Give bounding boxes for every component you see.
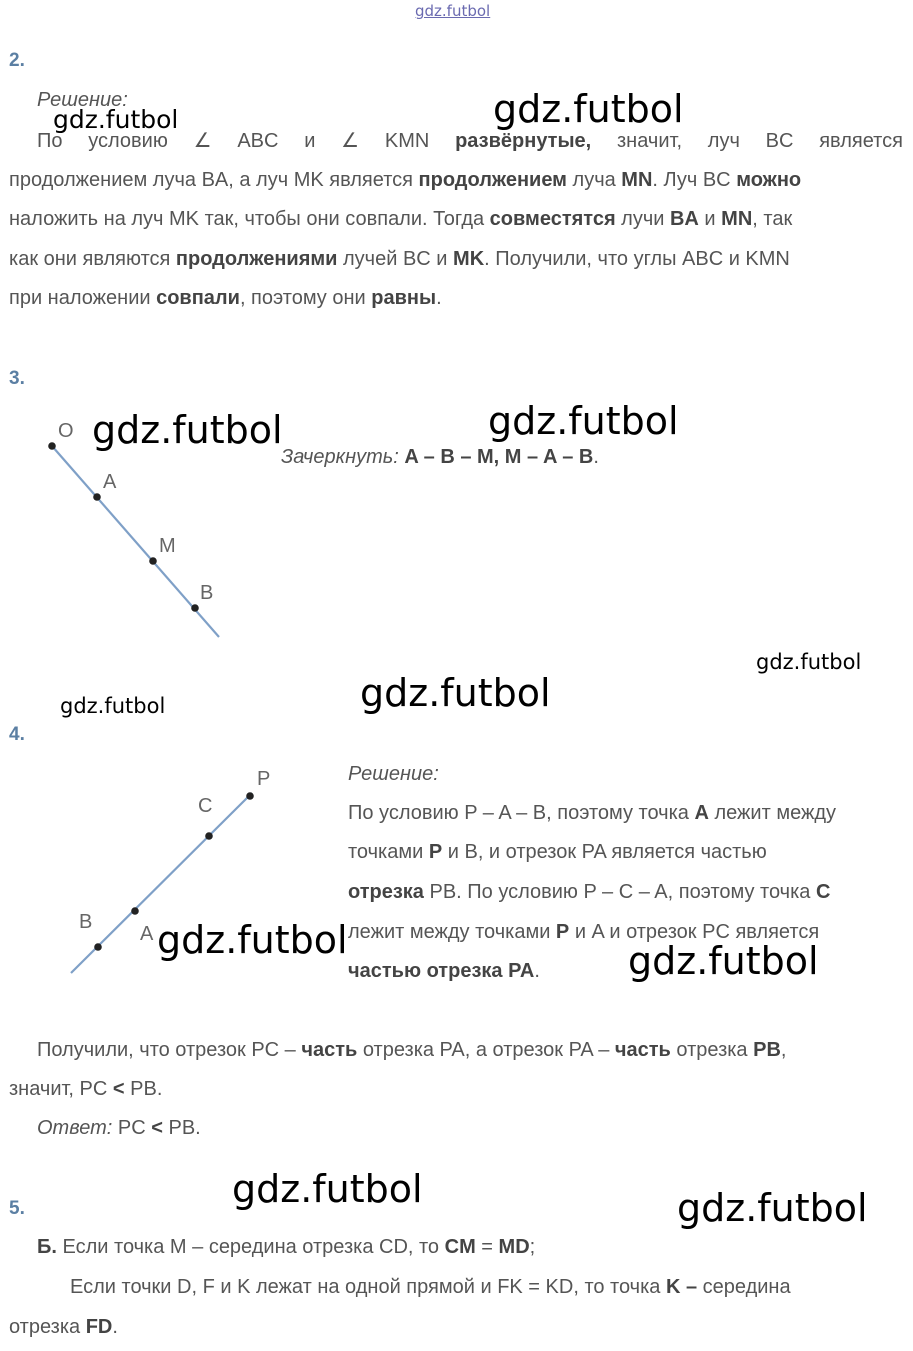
watermark: gdz.futbol — [677, 1186, 868, 1230]
watermark: gdz.futbol — [60, 694, 166, 718]
point-c — [205, 832, 213, 840]
point-b — [191, 604, 199, 612]
label-m: M — [159, 535, 176, 557]
label-a: A — [140, 923, 154, 945]
task-4-line-1: По условию P – A – B, поэтому точка A лежит между — [348, 802, 837, 824]
task-3-answer: Зачеркнуть: A – B – M, M – A – B. — [281, 446, 599, 468]
task-5-line-1: Б. Если точка M – середина отрезка CD, то CM = MD; — [37, 1236, 536, 1258]
label-p: P — [257, 768, 271, 790]
label-a: A — [103, 471, 117, 493]
point-p — [246, 792, 254, 800]
watermark: gdz.futbol — [628, 939, 819, 983]
top-watermark[interactable]: gdz.futbol — [415, 2, 491, 20]
task-4-answer: Ответ: PC < PB. — [37, 1117, 201, 1139]
task-3-number: 3. — [9, 368, 25, 389]
watermark: gdz.futbol — [756, 650, 862, 674]
point-a — [131, 907, 139, 915]
task-4-number: 4. — [9, 724, 25, 745]
task-2-line-2: продолжением луча BA, а луч MK является продолжением луча MN. Луч BC можно — [9, 169, 802, 191]
watermark: gdz.futbol — [360, 671, 551, 715]
point-o — [48, 442, 56, 450]
task-4-line-5: частью отрезка PA. — [348, 960, 540, 982]
task-2-line-3: наложить на луч MK так, чтобы они совпали. Тогда совместятся лучи BA и MN, так — [9, 208, 793, 230]
task-2-number: 2. — [9, 50, 25, 71]
task-4-line-4: лежит между точками P и A и отрезок PC является — [348, 921, 820, 943]
task-5-line-3: отрезка FD. — [9, 1316, 118, 1338]
point-b — [94, 943, 102, 951]
watermark: gdz.futbol — [493, 87, 684, 131]
task-2-line-1: По условию ∠ ABC и ∠ KMN развёрнутые, значит, луч BC является — [37, 130, 903, 152]
task-5-line-2: Если точки D, F и K лежат на одной прямой и FK = KD, то точка K – середина — [70, 1276, 791, 1298]
label-c: C — [198, 795, 213, 817]
task-2-line-5: при наложении совпали, поэтому они равны. — [9, 287, 442, 309]
task-4-conclusion-2: значит, PC < PB. — [9, 1078, 163, 1100]
task-4-conclusion-1: Получили, что отрезок PC – часть отрезка PA, а отрезок PA – часть отрезка PB, — [37, 1039, 787, 1061]
task-2-heading: Решение: — [37, 89, 128, 111]
watermark: gdz.futbol — [53, 105, 179, 134]
task-4-line-2: точками P и B, и отрезок PA является частью — [348, 841, 767, 863]
label-b: B — [200, 582, 214, 604]
task-4-heading: Решение: — [348, 763, 439, 785]
watermark: gdz.futbol — [157, 918, 348, 962]
label-b: B — [79, 911, 93, 933]
watermark: gdz.futbol — [92, 408, 283, 452]
task-2-line-4: как они являются продолжениями лучей BC и MK. Получили, что углы ABC и KMN — [9, 248, 790, 270]
label-o: O — [58, 420, 74, 442]
watermark: gdz.futbol — [488, 399, 679, 443]
task-4-line-3: отрезка PB. По условию P – C – A, поэтому точка C — [348, 881, 831, 903]
watermark: gdz.futbol — [232, 1167, 423, 1211]
point-a — [93, 493, 101, 501]
point-m — [149, 557, 157, 565]
task-5-number: 5. — [9, 1198, 25, 1219]
